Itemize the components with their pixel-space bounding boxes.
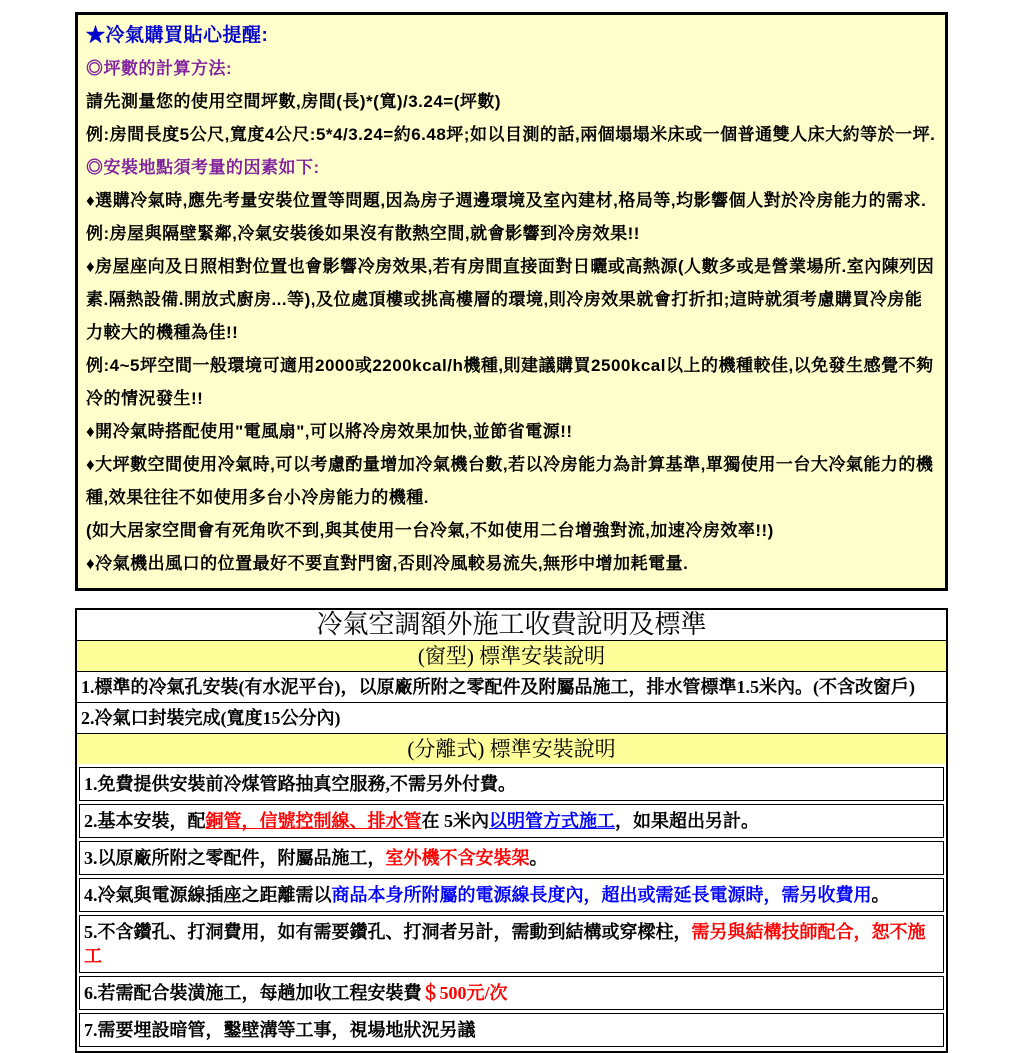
tips-paragraph: ♦選購冷氣時,應先考量安裝位置等問題,因為房子週邊環境及室內建材,格局等,均影響個人對於冷房能力的需求. — [86, 191, 927, 210]
text-segment: 2.冷氣口封裝完成(寬度15公分內) — [81, 708, 341, 728]
text-segment: 以明管方式施工 — [489, 811, 615, 831]
fee-table-title: 冷氣空調額外施工收費說明及標準 — [316, 610, 707, 639]
text-segment: 。 — [871, 885, 890, 905]
purchase-tips-box — [75, 12, 948, 591]
text-segment: 。 — [529, 848, 548, 868]
text-segment: 在 5米內 — [421, 811, 489, 831]
tips-paragraph: ♦冷氣機出風口的位置最好不要直對門窗,否則冷風較易流失,無形中增加耗電量. — [86, 554, 689, 573]
fee-section-header: (窗型) 標準安裝說明 — [77, 640, 946, 671]
text-segment: 4.冷氣與電源線插座之距離需以 — [84, 885, 332, 905]
tips-section-heading: ◎坪數的計算方法: — [86, 59, 233, 78]
fee-table-row — [79, 915, 944, 973]
fee-table-row — [79, 976, 944, 1010]
tips-paragraph: 例:房屋與隔壁緊鄰,冷氣安裝後如果沒有散熱空間,就會影響到冷房效果!! — [86, 224, 640, 243]
tips-paragraph: (如大居家空間會有死角吹不到,與其使用一台冷氣,不如使用二台增強對流,加速冷房效率!!) — [86, 521, 774, 540]
tips-paragraph-list — [86, 52, 937, 580]
tips-paragraph: ♦房屋座向及日照相對位置也會影響冷房效果,若有房間直接面對日曬或高熱源(人數多或是營業場所.室內陳列因素.隔熱設備.開放式廚房...等),及位處頂樓或挑高樓層的環境,則冷房效果就會打折扣;這時就須考慮購買冷房能力較大的機種為佳!! — [86, 257, 935, 342]
tips-section-heading: ◎安裝地點須考量的因素如下: — [86, 158, 320, 177]
fee-section-body — [77, 767, 946, 1051]
fee-table-row — [79, 804, 944, 838]
text-segment: 商品本身所附屬的電源線長度內，超出或需延長電源時，需另收費用 — [331, 885, 872, 905]
tips-paragraph: 例:房間長度5公尺,寬度4公尺:5*4/3.24=約6.48坪;如以目測的話,兩個塌塌米床或一個普通雙人床大約等於一坪. — [86, 125, 936, 144]
tips-box-title: ★冷氣購買貼心提醒: — [86, 25, 269, 46]
text-segment: 5.不含鑽孔、打洞費用，如有需要鑽孔、打洞者另計，需動到結構或穿樑柱， — [84, 922, 692, 942]
fee-table-sections — [77, 640, 946, 1051]
fee-table-row — [77, 702, 946, 733]
fee-table-row — [79, 1013, 944, 1047]
fee-table-row — [79, 841, 944, 875]
fee-table-row — [79, 878, 944, 912]
text-segment: 銅管，信號控制線、排水管 — [205, 811, 422, 831]
fee-section-header: (分離式) 標準安裝說明 — [77, 733, 946, 764]
text-segment: 2.基本安裝，配 — [84, 811, 206, 831]
content-column — [75, 12, 948, 1053]
text-segment: 7.需要埋設暗管，鑿壁溝等工事，視場地狀況另議 — [84, 1020, 476, 1040]
text-segment: 室外機不含安裝架 — [385, 848, 530, 868]
text-segment: ，如果超出另計。 — [615, 811, 759, 831]
fee-table-row — [77, 671, 946, 702]
fee-section-body — [77, 671, 946, 733]
text-segment: ＄500元/次 — [421, 983, 508, 1003]
tips-paragraph: 請先測量您的使用空間坪數,房間(長)*(寬)/3.24=(坪數) — [86, 92, 502, 111]
tips-paragraph: ♦開冷氣時搭配使用"電風扇",可以將冷房效果加快,並節省電源!! — [86, 422, 573, 441]
text-segment: 1.免費提供安裝前冷煤管路抽真空服務,不需另外付費。 — [84, 774, 516, 794]
installation-fee-table — [75, 608, 948, 1053]
text-segment: 6.若需配合裝潢施工，每趟加收工程安裝費 — [84, 983, 422, 1003]
text-segment: 需另與結構技師配合，恕不施工 — [84, 922, 926, 966]
tips-paragraph: 例:4~5坪空間一般環境可適用2000或2200kcal/h機種,則建議購買2500kcal以上的機種較佳,以免發生感覺不夠冷的情況發生!! — [86, 356, 934, 408]
text-segment: 1.標準的冷氣孔安裝(有水泥平台)，以原廠所附之零配件及附屬品施工，排水管標準1.5米內。(不含改窗戶) — [81, 677, 915, 697]
tips-paragraph: ♦大坪數空間使用冷氣時,可以考慮酌量增加冷氣機台數,若以冷房能力為計算基準,單獨使用一台大冷氣能力的機種,效果往往不如使用多台小冷房能力的機種. — [86, 455, 934, 507]
fee-table-row — [79, 767, 944, 801]
text-segment: 3.以原廠所附之零配件，附屬品施工， — [84, 848, 386, 868]
